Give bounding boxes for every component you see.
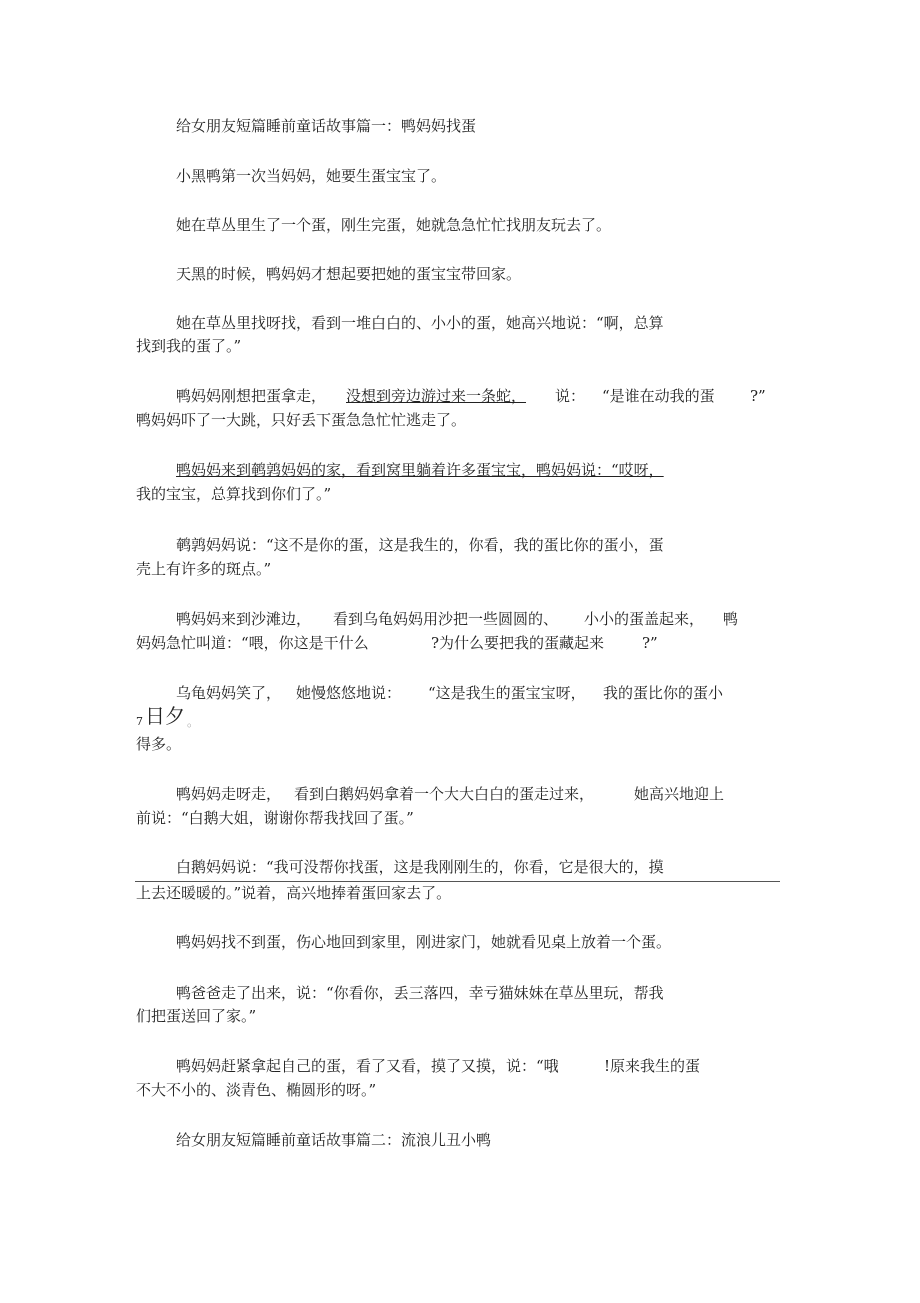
paragraph-5-line-1-d: “是谁在动我的蛋 bbox=[602, 387, 715, 405]
paragraph-6-line-1: 鸭妈妈来到鹌鹑妈妈的家，看到窝里躺着许多蛋宝宝，鸭妈妈说：“哎呀， bbox=[176, 461, 664, 479]
paragraph-4-line-1: 她在草丛里找呀找，看到一堆白白的、小小的蛋，她高兴地说：“啊，总算 bbox=[176, 314, 664, 332]
paragraph-9-line-1-b: 她慢悠悠地说： bbox=[296, 684, 402, 702]
paragraph-2: 她在草丛里生了一个蛋，刚生完蛋，她就急急忙忙找朋友玩去了。 bbox=[176, 216, 612, 234]
paragraph-5-line-1-e: ?” bbox=[750, 387, 766, 405]
paragraph-9-line-1-d: 我的蛋比你的蛋小 bbox=[603, 684, 724, 702]
paragraph-10-line-2: 前说：“白鹅大姐，谢谢你帮我找回了蛋。” bbox=[136, 809, 414, 827]
paragraph-10-line-1-b: 看到白鹅妈妈拿着一个大大白白的蛋走过来， bbox=[294, 785, 595, 803]
paragraph-9-line-2-c: 。 bbox=[187, 715, 200, 729]
paragraph-9-line-1-c: “这是我生的蛋宝宝呀， bbox=[428, 684, 586, 702]
horizontal-rule bbox=[135, 881, 780, 882]
paragraph-14-line-1-b: !原来我生的蛋 bbox=[604, 1057, 701, 1075]
paragraph-7-line-2: 壳上有许多的斑点。” bbox=[136, 560, 272, 578]
paragraph-7-line-1: 鹌鹑妈妈说：“这不是你的蛋，这是我生的，你看，我的蛋比你的蛋小，蛋 bbox=[176, 536, 664, 554]
paragraph-10-line-1-a: 鸭妈妈走呀走， bbox=[176, 785, 282, 803]
paragraph-11-line-2: 上去还暖暖的。”说着，高兴地捧着蛋回家去了。 bbox=[136, 884, 452, 902]
paragraph-14-line-1-a: 鸭妈妈赶紧拿起自己的蛋，看了又看，摸了又摸，说：“哦 bbox=[176, 1057, 559, 1075]
story-1-title: 给女朋友短篇睡前童话故事篇一：鸭妈妈找蛋 bbox=[176, 117, 477, 135]
paragraph-8-line-1-b: 看到乌龟妈妈用沙把一些圆圆的、 bbox=[333, 610, 559, 628]
paragraph-10-line-1-c: 她高兴地迎上 bbox=[634, 785, 725, 803]
paragraph-8-line-1-c: 小小的蛋盖起来， bbox=[584, 610, 705, 628]
paragraph-11-line-1: 白鹅妈妈说：“我可没帮你找蛋，这是我刚刚生的，你看，它是很大的，摸 bbox=[176, 858, 664, 876]
paragraph-8-line-2-b: ?为什么要把我的蛋藏起来 bbox=[431, 634, 605, 652]
paragraph-8-line-2-c: ?” bbox=[642, 634, 658, 652]
paragraph-12: 鸭妈妈找不到蛋，伤心地回到家里，刚进家门，她就看见桌上放着一个蛋。 bbox=[176, 933, 672, 951]
paragraph-13-line-2: 们把蛋送回了家。” bbox=[136, 1007, 257, 1025]
paragraph-4-line-2: 找到我的蛋了。” bbox=[136, 337, 242, 355]
paragraph-9-line-3: 得多。 bbox=[136, 735, 182, 753]
paragraph-8-line-2-a: 妈妈急忙叫道：“喂，你这是干什么 bbox=[136, 634, 369, 652]
paragraph-3: 天黑的时候，鸭妈妈才想起要把她的蛋宝宝带回家。 bbox=[176, 265, 522, 283]
paragraph-5-line-1-b: 没想到旁边游过来一条蛇， bbox=[346, 387, 527, 405]
paragraph-9-line-2-a: 7 bbox=[136, 715, 143, 728]
paragraph-5-line-1-a: 鸭妈妈刚想把蛋拿走， bbox=[176, 387, 327, 405]
paragraph-8-line-1-d: 鸭 bbox=[723, 610, 739, 628]
paragraph-8-line-1-a: 鸭妈妈来到沙滩边， bbox=[176, 610, 312, 628]
paragraph-9-line-2-b: 日夕 bbox=[145, 704, 185, 728]
story-2-title: 给女朋友短篇睡前童话故事篇二：流浪儿丑小鸭 bbox=[176, 1131, 492, 1149]
paragraph-9-line-1-a: 乌龟妈妈笑了， bbox=[176, 684, 282, 702]
paragraph-5-line-1-c: 说： bbox=[555, 387, 586, 405]
paragraph-6-line-2: 我的宝宝，总算找到你们了。” bbox=[136, 485, 332, 503]
paragraph-14-line-2: 不大不小的、淡青色、椭圆形的呀。” bbox=[136, 1081, 377, 1099]
paragraph-5-line-2: 鸭妈妈吓了一大跳，只好丢下蛋急急忙忙逃走了。 bbox=[136, 411, 467, 429]
paragraph-1: 小黑鸭第一次当妈妈，她要生蛋宝宝了。 bbox=[176, 167, 447, 185]
paragraph-13-line-1: 鸭爸爸走了出来，说：“你看你，丢三落四，幸亏猫妹妹在草丛里玩，帮我 bbox=[176, 984, 664, 1002]
